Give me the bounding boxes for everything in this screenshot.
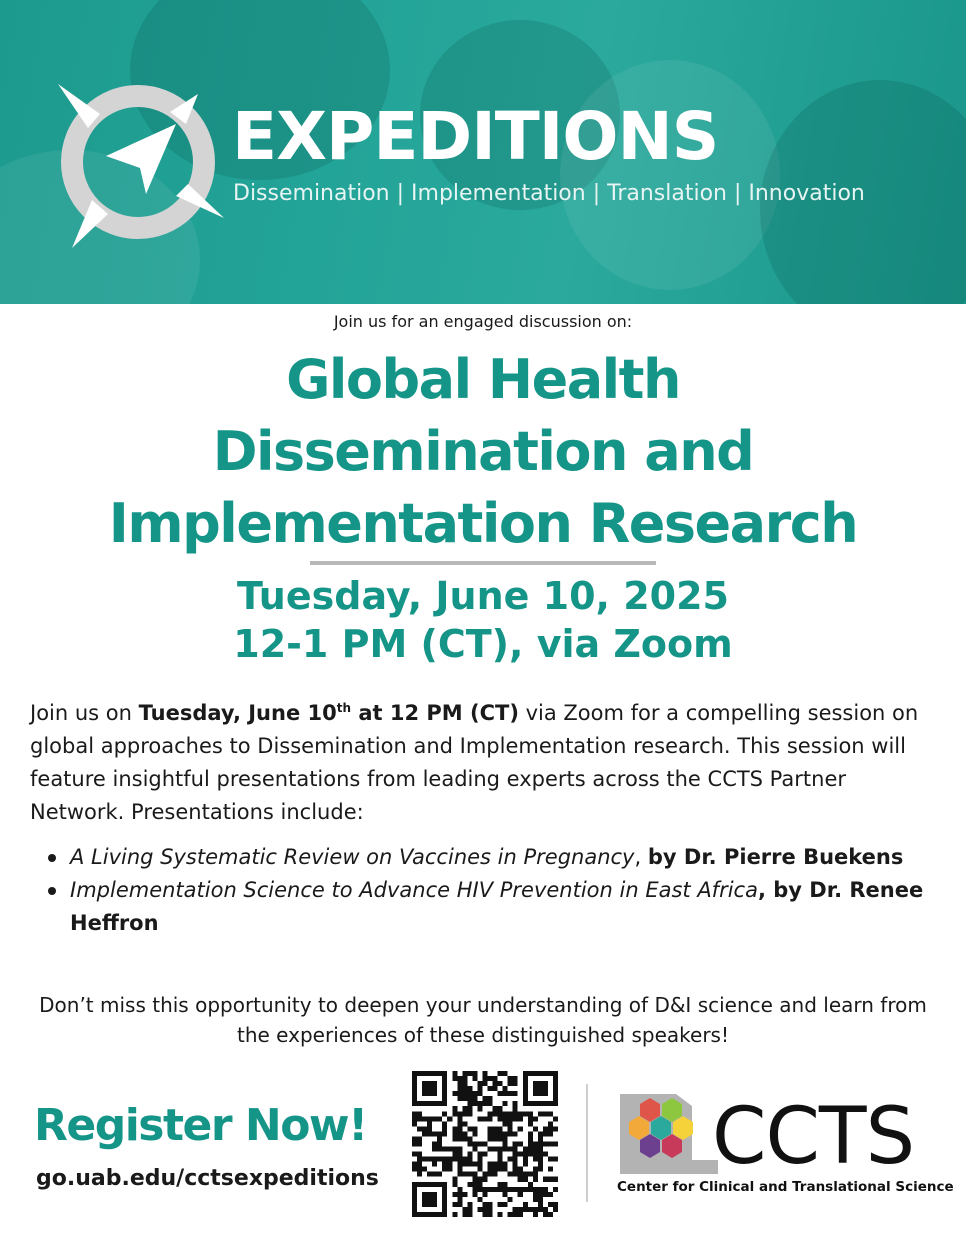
- divider-rule: [310, 561, 656, 565]
- bullet-icon: [48, 854, 56, 862]
- event-title-line: Dissemination and: [212, 420, 754, 483]
- presentation-speaker: by Dr. Pierre Buekens: [647, 845, 904, 869]
- closing-text: Don’t miss this opportunity to deepen your understanding of D&I science and learn from the experiences of these distinguished speakers!: [39, 993, 927, 1047]
- event-description: [30, 697, 936, 829]
- register-link[interactable]: go.uab.edu/cctsexpeditions: [36, 1166, 379, 1191]
- ccts-full-name: Center for Clinical and Translational Science: [617, 1179, 954, 1195]
- event-title-line: Implementation Research: [108, 492, 858, 555]
- date-superscript: th: [336, 701, 352, 715]
- description-bold-time: at 12 PM (CT): [351, 701, 519, 725]
- bg-figure: [560, 60, 780, 290]
- presentation-title: A Living Systematic Review on Vaccines in Pregnancy: [70, 845, 635, 869]
- ccts-name: CCTS: [712, 1092, 915, 1182]
- register-now-heading: Register Now!: [34, 1100, 367, 1151]
- brand-title: EXPEDITIONS: [232, 98, 719, 175]
- footer-divider: [586, 1084, 588, 1202]
- event-datetime: [0, 572, 966, 668]
- list-item: [30, 841, 936, 874]
- presentation-speaker: , by Dr. Renee Heffron: [70, 878, 924, 935]
- presentation-separator: ,: [634, 845, 648, 869]
- qr-code-icon[interactable]: [412, 1071, 558, 1217]
- header-banner: [0, 0, 966, 304]
- event-title: [60, 344, 906, 560]
- brand-subtitle: Dissemination | Implementation | Translation | Innovation: [233, 181, 865, 206]
- event-date: Tuesday, June 10, 2025: [237, 574, 729, 618]
- presentation-list: [30, 841, 936, 940]
- intro-text: Join us for an engaged discussion on:: [333, 312, 633, 331]
- description-text: Join us on: [30, 701, 139, 725]
- compass-logo-icon: [48, 72, 228, 252]
- presentation-title: Implementation Science to Advance HIV Prevention in East Africa: [70, 878, 758, 902]
- description-text: via Zoom for a compelling session on global approaches to Dissemination and Implementation research. This session will feature insightful presentations from leading experts across the CCTS Partner Network. Presentations include:: [30, 701, 919, 824]
- list-item: [30, 874, 936, 940]
- event-title-line: Global Health: [286, 348, 680, 411]
- bullet-icon: [48, 887, 56, 895]
- ccts-logo-icon: [614, 1090, 720, 1176]
- description-bold-date: Tuesday, June 10: [138, 701, 337, 725]
- event-time: 12-1 PM (CT), via Zoom: [233, 622, 733, 666]
